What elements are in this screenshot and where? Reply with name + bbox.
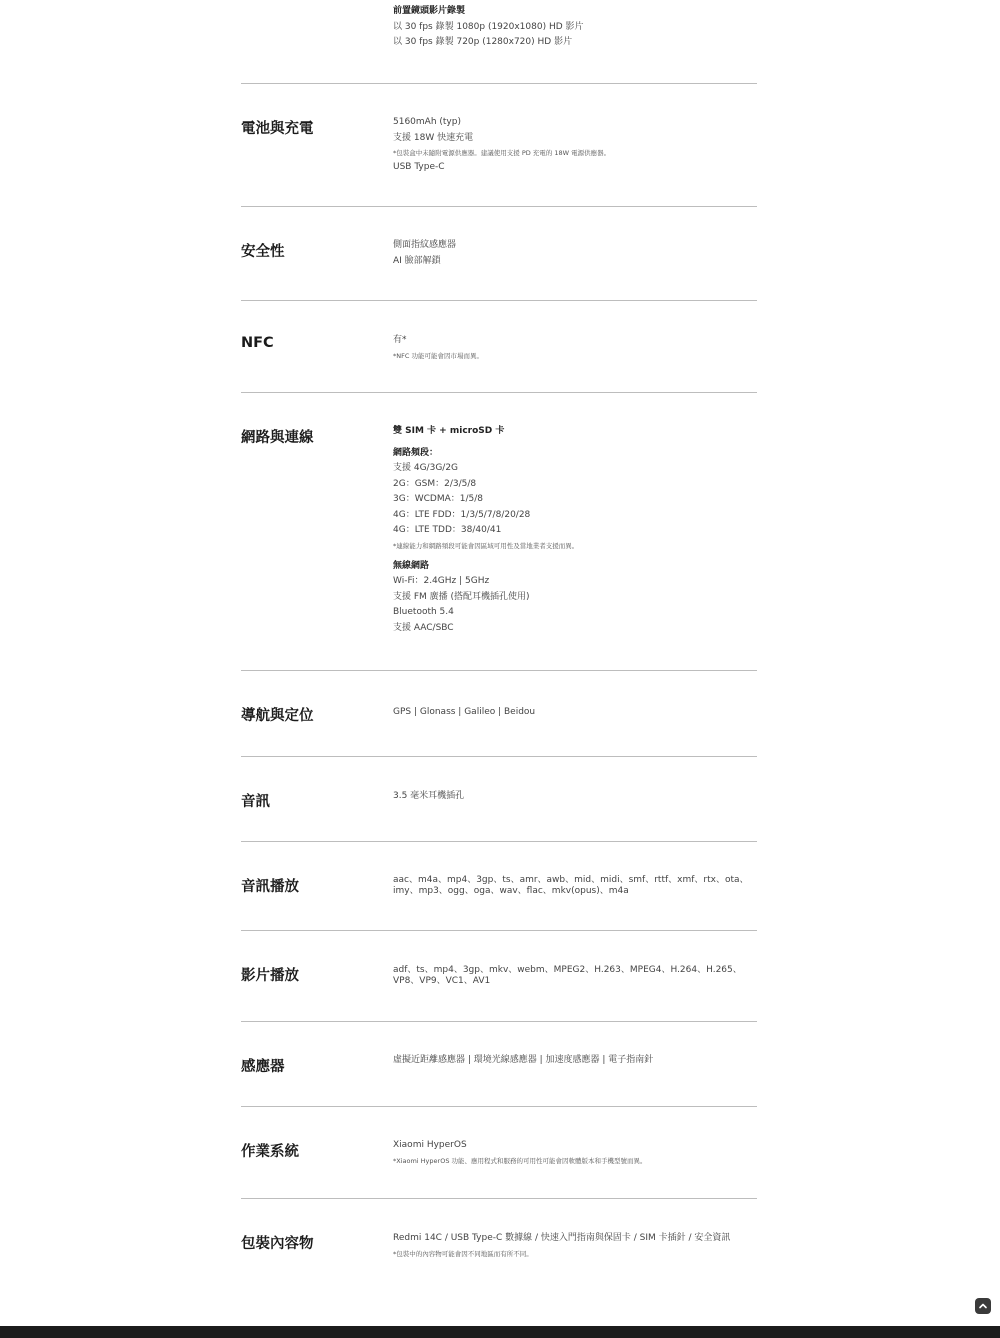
battery-title: 電池與充電 xyxy=(241,121,314,137)
spec-line: 4G：LTE TDD：38/40/41 xyxy=(393,525,502,535)
audio-title: 音訊 xyxy=(241,794,270,810)
nfc-specs xyxy=(393,333,753,363)
spec-line: 3.5 毫米耳機插孔 xyxy=(393,791,465,801)
audio-playback-title: 音訊播放 xyxy=(241,879,299,895)
section-divider xyxy=(241,206,757,207)
spec-line: 支援 18W 快速充電 xyxy=(393,132,474,143)
section-divider xyxy=(241,1021,757,1022)
front-video-recording xyxy=(393,4,753,51)
spec-line: 側面指紋感應器 xyxy=(393,240,457,250)
video-playback-specs xyxy=(393,965,753,987)
package-specs xyxy=(393,1231,753,1261)
navigation-specs xyxy=(393,705,753,721)
sensors-specs xyxy=(393,1053,753,1069)
spec-line: 5160mAh (typ) xyxy=(393,117,461,127)
section-divider xyxy=(241,300,757,301)
spec-line: 支援 FM 廣播 (搭配耳機插孔使用) xyxy=(393,591,530,602)
spec-line: aac、m4a、mp4、3gp、ts、amr、awb、mid、midi、smf、rttf、xmf、rtx、ota、imy、mp3、ogg、oga、wav、flac、mkv(opus)、m4a xyxy=(393,875,749,896)
wireless-heading: 無線網路 xyxy=(393,560,430,571)
spec-line: adf、ts、mp4、3gp、mkv、webm、MPEG2、H.263、MPEG4、H.264、H.265、VP8、VP9、VC1、AV1 xyxy=(393,965,742,986)
spec-line: 以 30 fps 錄製 1080p (1920x1080) HD 影片 xyxy=(393,21,584,32)
section-divider xyxy=(241,930,757,931)
section-divider xyxy=(241,670,757,671)
spec-line: 3G：WCDMA：1/5/8 xyxy=(393,494,483,504)
bands-heading: 網路頻段： xyxy=(393,447,439,458)
spec-note: *包裝盒中未隨附電源供應器。建議使用支援 PD 充電的 18W 電源供應器。 xyxy=(393,149,611,157)
audio-playback-specs xyxy=(393,875,753,897)
spec-line: 2G：GSM：2/3/5/8 xyxy=(393,478,477,489)
section-divider xyxy=(241,1106,757,1107)
section-divider xyxy=(241,392,757,393)
video-playback-title: 影片播放 xyxy=(241,968,299,984)
audio-specs xyxy=(393,789,753,805)
section-divider xyxy=(241,756,757,757)
spec-line: 支援 4G/3G/2G xyxy=(393,463,459,473)
spec-note: *連線能力和網路頻段可能會因區域可用性及當地業者支援而異。 xyxy=(393,541,579,550)
nfc-title: NFC xyxy=(241,335,274,351)
spec-note: *Xiaomi HyperOS 功能、應用程式和服務的可用性可能會因軟體版本和手機型號而異。 xyxy=(393,1156,647,1165)
chevron-up-icon xyxy=(978,1301,988,1311)
scroll-top-button[interactable] xyxy=(975,1298,991,1314)
section-divider xyxy=(241,83,757,84)
navigation-title: 導航與定位 xyxy=(241,708,314,724)
security-specs xyxy=(393,238,753,269)
front-video-heading: 前置鏡頭影片錄製 xyxy=(393,6,466,16)
spec-line: Xiaomi HyperOS xyxy=(393,1140,467,1150)
spec-line: GPS | Glonass | Galileo | Beidou xyxy=(393,707,536,717)
spec-line: 以 30 fps 錄製 720p (1280x720) HD 影片 xyxy=(393,37,573,47)
spec-line: 有* xyxy=(393,335,407,345)
package-title: 包裝內容物 xyxy=(241,1236,314,1252)
spec-line: Redmi 14C / USB Type-C 數據線 / 快速入門指南與保固卡 / SIM 卡插針 / 安全資訊 xyxy=(393,1233,731,1243)
spec-line: 4G：LTE FDD：1/3/5/7/8/20/28 xyxy=(393,509,531,520)
sensors-title: 感應器 xyxy=(241,1059,285,1075)
network-title: 網路與連線 xyxy=(241,430,314,446)
footer-bar xyxy=(0,1326,1000,1338)
spec-note: *包裝中的內容物可能會因不同地區而有所不同。 xyxy=(393,1249,533,1258)
spec-line: 支援 AAC/SBC xyxy=(393,622,454,633)
spec-note: *NFC 功能可能會因市場而異。 xyxy=(393,351,483,360)
section-divider xyxy=(241,1198,757,1199)
section-divider xyxy=(241,841,757,842)
battery-specs xyxy=(393,115,753,176)
sim-heading: 雙 SIM 卡 + microSD 卡 xyxy=(393,426,505,436)
network-specs xyxy=(393,424,753,636)
security-title: 安全性 xyxy=(241,244,285,260)
spec-line: Wi-Fi：2.4GHz | 5GHz xyxy=(393,576,490,586)
spec-line: Bluetooth 5.4 xyxy=(393,607,454,617)
spec-line: USB Type-C xyxy=(393,162,445,172)
os-title: 作業系統 xyxy=(241,1144,299,1160)
spec-line: 虛擬近距離感應器 | 環境光線感應器 | 加速度感應器 | 電子指南針 xyxy=(393,1055,654,1065)
os-specs xyxy=(393,1138,753,1168)
spec-line: AI 臉部解鎖 xyxy=(393,255,441,266)
